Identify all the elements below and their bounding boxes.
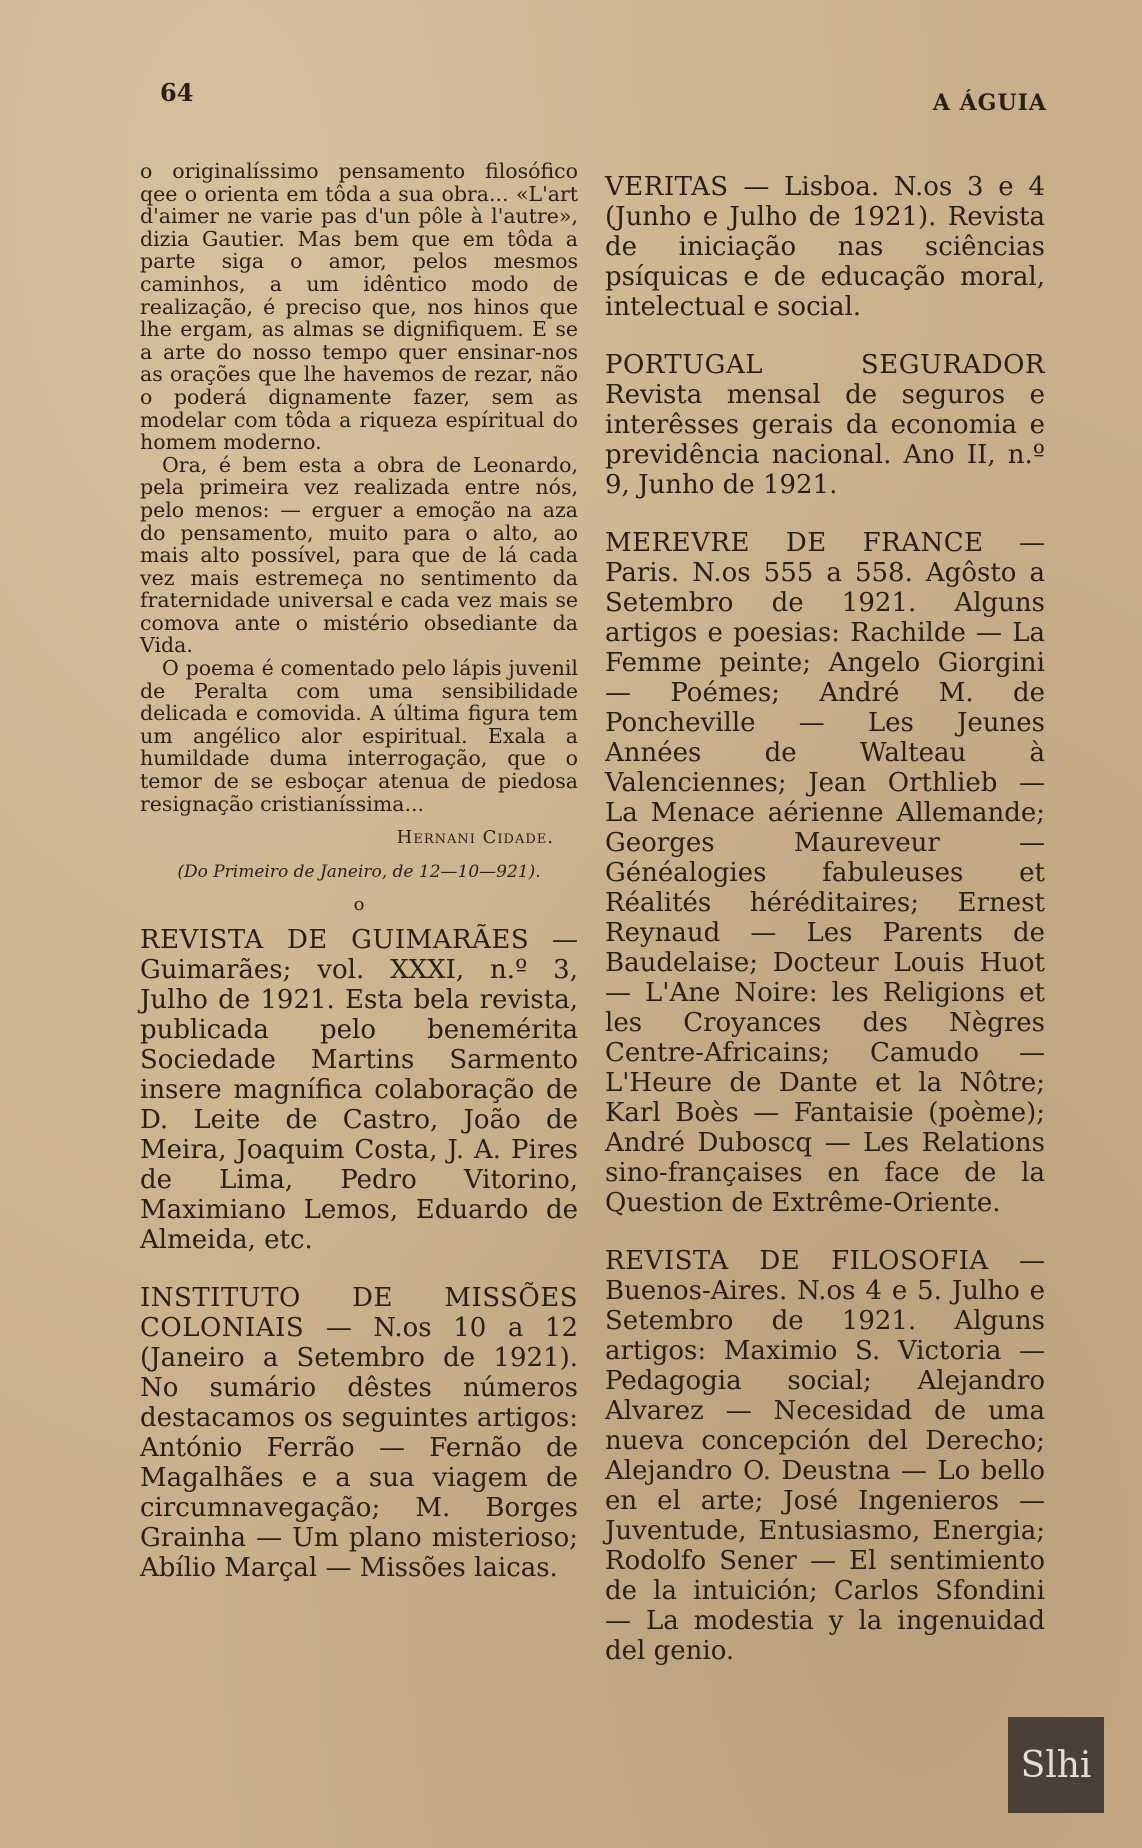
entry-title: REVISTA DE GUIMARÃES bbox=[140, 925, 530, 956]
entry-text: Revista mensal de seguros e interêsses gerais da economia e previdência nacional. Ano II, n.º 9, Junho de 1921. bbox=[605, 380, 1045, 500]
source-note: (Do Primeiro de Janeiro, de 12—10—921). bbox=[177, 862, 541, 883]
page-number: 64 bbox=[160, 78, 194, 107]
entry-title: INSTITUTO DE MISSÕES COLONIAIS bbox=[140, 1283, 578, 1344]
library-logo: Slhi bbox=[1008, 1717, 1104, 1813]
paragraph: Ora, é bem esta a obra de Leonardo, pela primeira vez realizada entre nós, pelo menos: — erguer a emoção na aza do pensamento, muito para o alto, ao mais alto possível, para que de lá cada vez mais estremeça no sentimento da fraternidade universal e cada vez mais se comova ante o mistério obsediante da Vida. bbox=[140, 452, 578, 658]
author-signature: Hernani Cidade. bbox=[396, 827, 554, 849]
review-entry bbox=[605, 1246, 1045, 1666]
entry-title: VERITAS bbox=[605, 172, 729, 202]
review-entry bbox=[140, 925, 578, 1255]
review-entry bbox=[605, 350, 1045, 500]
entry-title: PORTUGAL SEGURADOR bbox=[605, 350, 1045, 380]
right-column bbox=[605, 160, 1045, 1694]
separator: o bbox=[353, 894, 365, 916]
running-head: A ÁGUIA bbox=[932, 90, 1047, 116]
entry-text: — Lisboa. N.os 3 e 4 (Junho e Julho de 1921). Revista de iniciação nas sciências psíquicas e de educação moral, intelectual e social. bbox=[605, 172, 1045, 322]
review-entry bbox=[605, 528, 1045, 1218]
review-entry bbox=[140, 1283, 578, 1583]
entry-title: MEREVRE DE FRANCE bbox=[605, 528, 984, 558]
entry-text: — N.os 10 a 12 (Janeiro a Setembro de 1921). No sumário dêstes números destacamos os seguintes artigos: António Ferrão — Fernão de Magalhães e a sua viagem de circumnavegação; M. Borges Grainha — Um plano misterioso; Abílio Marçal — Missões laicas. bbox=[140, 1313, 578, 1584]
paragraph: o originalíssimo pensamento filosófico qee o orienta em tôda a sua obra... «L'art d'aimer ne varie pas d'un pôle à l'autre», dizia Gautier. Mas bem que em tôda a parte siga o amor, pelos mesmos caminhos, a um idêntico modo de realização, é preciso que, nos hinos que lhe ergam, as almas se dignifiquem. E se a arte do nosso tempo quer ensinar-nos as orações que lhe havemos de rezar, não o poderá dignamente fazer, sem as modelar com tôda a riqueza espíritual do homem moderno. bbox=[140, 159, 578, 455]
entry-text: — Buenos-Aires. N.os 4 e 5. Julho e Setembro de 1921. Alguns artigos: Maximio S. Victoria — Pedagogia social; Alejandro Alvarez — Necesidad de uma nueva concepción del Derecho; Alejandro O. Deustna — Lo bello en el arte; José Ingenieros — Juventude, Entusiasmo, Energia; Rodolfo Sener — El sentimiento de la intuición; Carlos Sfondini — La modestia y la ingenuidad del genio. bbox=[605, 1246, 1046, 1666]
entry-text: — Paris. N.os 555 a 558. Agôsto a Setembro de 1921. Alguns artigos e poesias: Rachilde — La Femme peinte; Angelo Giorgini — Poémes; André M. de Poncheville — Les Jeunes Années de Walteau à Valenciennes; Jean Orthlieb — La Menace aérienne Allemande; Georges Maureveur — Généalogies fabuleuses et Réalités héréditaires; Ernest Reynaud — Les Parents de Baudelaise; Docteur Louis Huot — L'Ane Noire: les Religions et les Croyances des Nègres Centre-Africains; Camudo — L'Heure de Dante et la Nôtre; Karl Boès — Fantaisie (poème); André Duboscq — Les Relations sino-françaises en face de la Question de Extrême-Oriente. bbox=[605, 528, 1045, 1218]
paragraph: O poema é comentado pelo lápis juvenil de Peralta com uma sensibilidade delicada e comovida. A última figura tem um angélico alor espiritual. Exala a humildade duma interrogação, que o temor de se esboçar atenua de piedosa resignação cristianíssima... bbox=[140, 656, 578, 816]
entry-text: — Guimarães; vol. XXXI, n.º 3, Julho de 1921. Esta bela revista, publicada pelo benemérita Sociedade Martins Sarmento insere magnífica colaboração de D. Leite de Castro, João de Meira, Joaquim Costa, J. A. Pires de Lima, Pedro Vitorino, Maximiano Lemos, Eduardo de Almeida, etc. bbox=[140, 925, 578, 1256]
review-entry bbox=[605, 172, 1045, 322]
left-column bbox=[140, 160, 578, 1611]
entry-title: REVISTA DE FILOSOFIA bbox=[605, 1246, 989, 1276]
